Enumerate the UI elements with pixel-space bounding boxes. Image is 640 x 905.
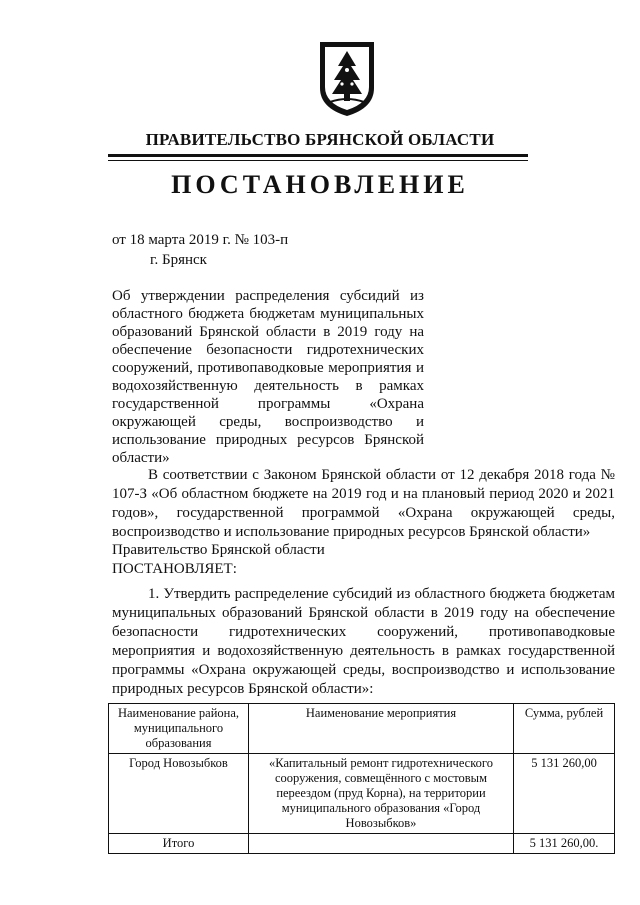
total-amount: 5 131 260,00. xyxy=(514,834,615,854)
total-empty-cell xyxy=(249,834,514,854)
column-header-activity: Наименование мероприятия xyxy=(249,704,514,754)
table-header-row xyxy=(109,704,615,754)
government-title: ПРАВИТЕЛЬСТВО БРЯНСКОЙ ОБЛАСТИ xyxy=(145,130,495,149)
column-header-amount: Сумма, рублей xyxy=(514,704,615,754)
cell-amount: 5 131 260,00 xyxy=(514,754,615,834)
table-total-row xyxy=(109,834,615,854)
city-line: г. Брянск xyxy=(150,252,207,268)
header-rule-thick xyxy=(108,154,528,157)
decree-word: ПОСТАНОВЛЯЕТ: xyxy=(112,561,237,577)
coat-of-arms-icon xyxy=(316,40,378,118)
preamble-text: В соответствии с Законом Брянской области от 12 декабря 2018 года № 107-З «Об областном бюджете на 2019 год и на плановый период 2020 и 2021 годов», государственной программой «Охрана окружающей среды, воспроизводство и использование природных ресурсов Брянской области» xyxy=(112,467,615,540)
cell-activity: «Капитальный ремонт гидротехнического сооружения, совмещённого с мостовым переездом (пруд Корна), на территории муниципального образования «Город Новозыбков» xyxy=(249,754,514,834)
table-row xyxy=(109,754,615,834)
preamble-authority: Правительство Брянской области xyxy=(112,542,325,558)
column-header-district: Наименование района, муниципального образования xyxy=(109,704,249,754)
subsidy-table xyxy=(108,703,615,854)
document-subject: Об утверждении распределения субсидий из областного бюджета бюджетам муниципальных образований Брянской области в 2019 году на обеспечение безопасности гидротехнических сооружений, противопаводковые мероприятия и водохозяйственную деятельность в рамках государственной программы «Охрана окружающей среды, воспроизводство и использование природных ресурсов Брянской области» xyxy=(112,288,424,466)
cell-district: Город Новозыбков xyxy=(109,754,249,834)
total-label: Итого xyxy=(109,834,249,854)
header-rule-thin xyxy=(108,160,528,161)
date-number-line: от 18 марта 2019 г. № 103-п xyxy=(112,232,289,248)
document-type: ПОСТАНОВЛЕНИЕ xyxy=(171,170,469,199)
decree-item-1: 1. Утвердить распределение субсидий из областного бюджета бюджетам муниципальных образований Брянской области в 2019 году на обеспечение безопасности гидротехнических сооружений, противопаводковые мероприятия и водохозяйственную деятельность в рамках государственной программы «Охрана окружающей среды, воспроизводство и использование природных ресурсов Брянской области»: xyxy=(112,586,615,697)
